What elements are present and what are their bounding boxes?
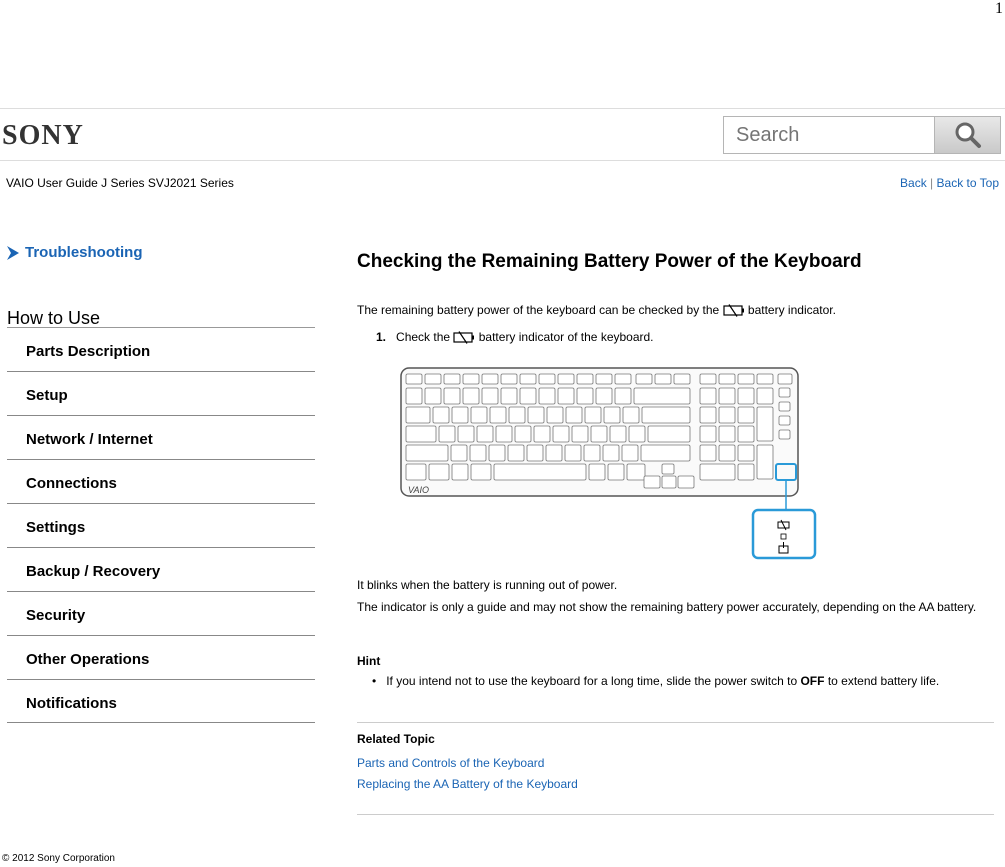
back-to-top-link[interactable]: Back to Top (936, 176, 999, 190)
search-box (723, 116, 1001, 154)
sidebar-item-backup-recovery[interactable]: Backup / Recovery (7, 547, 315, 591)
sony-logo (2, 121, 116, 147)
step-number: 1. (376, 330, 387, 344)
search-input[interactable] (724, 117, 932, 153)
sidebar-item-connections[interactable]: Connections (7, 459, 315, 503)
magnifier-icon (954, 121, 982, 149)
battery-indicator-icon (453, 331, 475, 344)
header-top-divider (0, 108, 1005, 109)
intro-text-after: battery indicator. (747, 303, 836, 317)
top-links (900, 176, 999, 190)
related-link-replacing-battery[interactable]: Replacing the AA Battery of the Keyboard (357, 777, 578, 791)
intro-paragraph (357, 303, 836, 317)
step-text-before: Check the (396, 330, 451, 344)
back-link[interactable]: Back (900, 176, 927, 190)
note-blink: It blinks when the battery is running out of power. (357, 578, 618, 592)
sidebar-item-other-operations[interactable]: Other Operations (7, 635, 315, 679)
troubleshooting-link-row[interactable] (6, 244, 143, 261)
footer-divider (357, 814, 994, 815)
hint-text-after: to extend battery life. (827, 674, 940, 688)
sidebar-item-setup[interactable]: Setup (7, 371, 315, 415)
step-1 (376, 330, 654, 344)
how-to-use-heading: How to Use (7, 308, 101, 328)
sidebar-item-notifications[interactable]: Notifications (7, 679, 315, 723)
related-link-row-2 (357, 775, 578, 793)
header-bottom-divider (0, 160, 1005, 161)
keyboard-illustration (400, 366, 820, 562)
hint-text-before: If you intend not to use the keyboard for a long time, slide the power switch to (386, 674, 798, 688)
copyright: © 2012 Sony Corporation (2, 853, 115, 864)
svg-text:SONY: SONY (2, 121, 84, 147)
search-button[interactable] (934, 117, 1000, 153)
related-link-parts-and-controls[interactable]: Parts and Controls of the Keyboard (357, 756, 545, 770)
troubleshooting-link[interactable]: Troubleshooting (25, 244, 143, 261)
related-heading: Related Topic (357, 732, 435, 746)
step-text-after: battery indicator of the keyboard. (478, 330, 654, 344)
intro-text-before: The remaining battery power of the keyboard can be checked by the (357, 303, 720, 317)
sidebar-item-security[interactable]: Security (7, 591, 315, 635)
chevron-right-icon (6, 246, 19, 260)
note-accuracy: The indicator is only a guide and may not show the remaining battery power accurately, depending on the AA battery. (357, 600, 977, 614)
sidebar-nav (7, 327, 315, 723)
link-separator: | (930, 176, 934, 190)
page-number: 1 (995, 0, 1003, 17)
hint-heading: Hint (357, 654, 381, 668)
hint-item (372, 674, 939, 688)
sidebar-item-parts-description[interactable]: Parts Description (7, 327, 315, 371)
battery-indicator-icon (723, 304, 745, 317)
page-title: Checking the Remaining Battery Power of the Keyboard (357, 251, 862, 272)
bullet: • (372, 674, 377, 688)
guide-title: VAIO User Guide J Series SVJ2021 Series (6, 176, 234, 190)
sidebar-item-network-internet[interactable]: Network / Internet (7, 415, 315, 459)
sidebar-item-settings[interactable]: Settings (7, 503, 315, 547)
hint-off-label: OFF (800, 674, 825, 688)
related-link-row-1 (357, 754, 544, 772)
related-divider (357, 722, 994, 723)
keyboard-brand-label: VAIO (408, 485, 430, 495)
